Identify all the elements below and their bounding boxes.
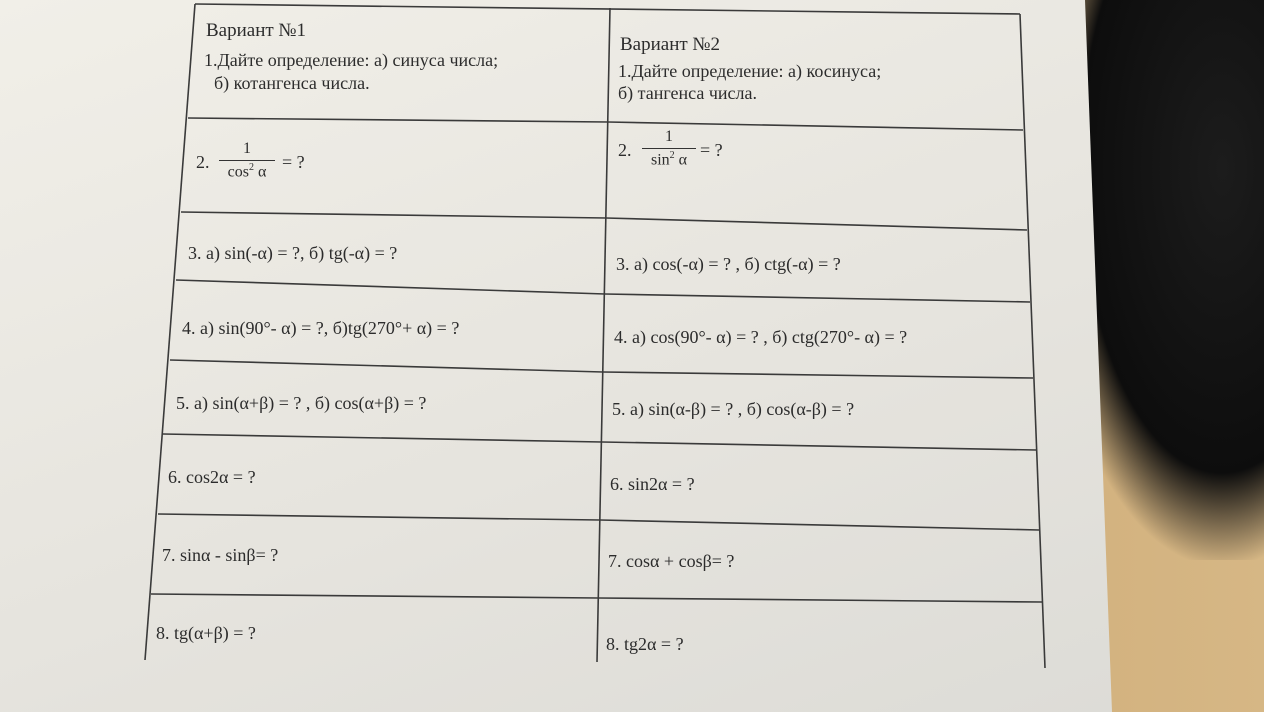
variant1-q1-line2: б) котангенса числа.	[214, 73, 370, 93]
variant2-q5: 5. а) sin(α-β) = ? , б) cos(α-β) = ?	[612, 399, 855, 419]
variant2-title: Вариант №2	[620, 34, 721, 55]
variant1-q8: 8. tg(α+β) = ?	[156, 623, 256, 643]
den-func: cos	[227, 163, 249, 181]
variant2-q6: 6. sin2α = ?	[610, 474, 695, 494]
variant2-q2-numerator: 1	[665, 128, 673, 145]
variant2-q1-line2: б) тангенса числа.	[618, 83, 757, 103]
variant2-q2-prefix: 2.	[618, 140, 632, 160]
variant1-q2-suffix: = ?	[282, 152, 305, 172]
variant1-q2-prefix: 2.	[196, 152, 210, 172]
variant1-q6: 6. cos2α = ?	[168, 467, 256, 487]
variant1-title: Вариант №1	[206, 20, 307, 41]
variant2-q3: 3. а) cos(-α) = ? , б) ctg(-α) = ?	[616, 254, 841, 274]
variant2-q7: 7. cosα + cosβ= ?	[608, 551, 735, 571]
variant1-q5: 5. а) sin(α+β) = ? , б) cos(α+β) = ?	[176, 393, 427, 413]
den-variable: α	[678, 151, 688, 169]
variant1-q1-line1: 1.Дайте определение: а) синуса числа;	[204, 50, 499, 70]
variant2-q8: 8. tg2α = ?	[606, 634, 684, 654]
variant1-q3: 3. а) sin(-α) = ?, б) tg(-α) = ?	[188, 243, 398, 263]
variant1-q7: 7. sinα - sinβ= ?	[162, 545, 279, 565]
variant2-q1-line1: 1.Дайте определение: а) косинуса;	[618, 61, 882, 81]
variant1-q2-fraction	[218, 140, 276, 181]
den-exponent: 2	[248, 162, 254, 173]
variant1-q4: 4. а) sin(90°- α) = ?, б)tg(270°+ α) = ?	[182, 318, 460, 338]
variant2-q2-fraction	[640, 128, 698, 169]
den-func: sin	[650, 151, 670, 169]
den-variable: α	[257, 163, 267, 181]
den-exponent: 2	[669, 150, 675, 161]
variant1-q2-numerator: 1	[243, 140, 251, 157]
variant2-q2-denominator	[640, 149, 698, 169]
variant2-q2-suffix: = ?	[700, 140, 723, 160]
variant2-q4: 4. а) cos(90°- α) = ? , б) ctg(270°- α) = ?	[614, 327, 908, 347]
variant1-q2-denominator	[218, 161, 276, 181]
